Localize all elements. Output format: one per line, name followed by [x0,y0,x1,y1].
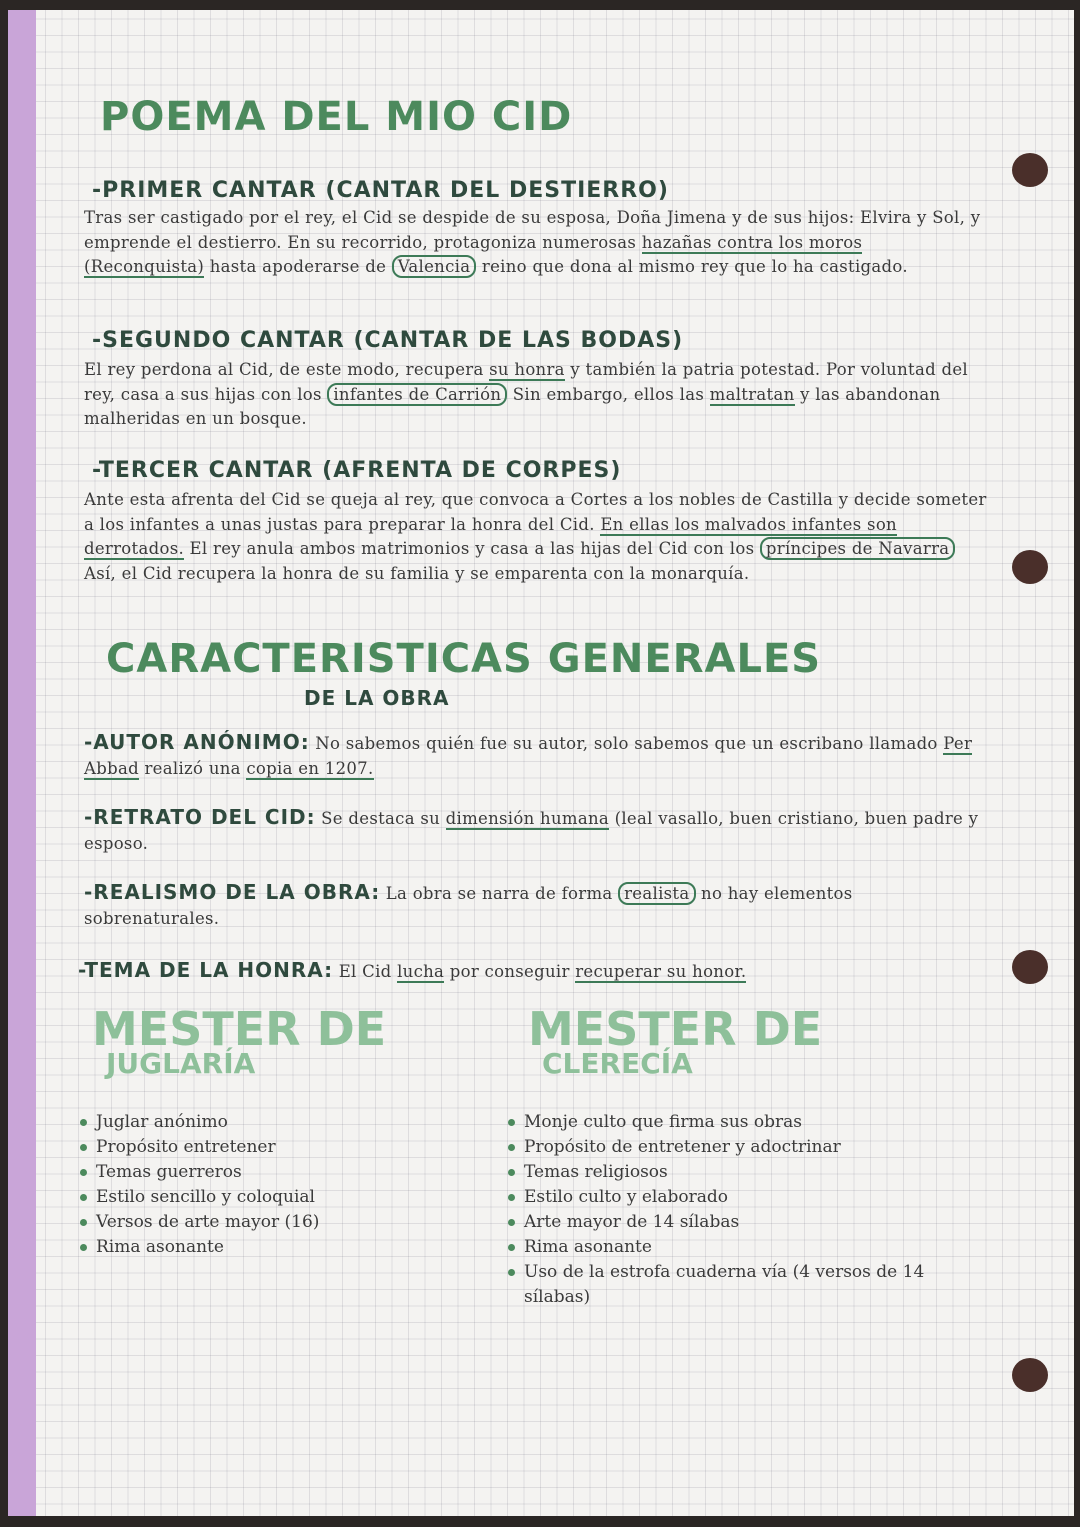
primer-cantar-heading: -PRIMER CANTAR (CANTAR DEL DESTIERRO) [92,178,669,203]
caracteristicas-title: CARACTERISTICAS GENERALES [106,636,822,682]
tema-honra-text: -TEMA DE LA HONRA: El Cid lucha por conseguir recuperar su honor. [78,958,747,982]
segundo-cantar-text: El rey perdona al Cid, de este modo, recupera su honra y también la patria potestad. Por voluntad del rey, casa a sus hijas con los infantes de Carrión Sin embargo, ellos las maltratan y las abandonan malheridas en un bosque. [84,360,968,428]
list-item: Juglar anónimo [80,1110,480,1135]
underline-highlight: En ellas los malvados infantes son derrotados. [84,514,897,558]
underline-highlight: maltratan [709,384,795,404]
list-item: Propósito entretener [80,1135,480,1160]
page-title: POEMA DEL MIO CID [100,94,573,140]
boxed-highlight: realista [618,882,695,905]
binder-hole [1012,550,1048,584]
list-item: Temas religiosos [508,1160,988,1185]
list-item: Estilo culto y elaborado [508,1185,988,1210]
underline-highlight: dimensión humana [445,809,610,828]
realismo-obra-text: -REALISMO DE LA OBRA: La obra se narra de forma realista no hay elementos sobrenaturales. [84,880,853,928]
list-item: Arte mayor de 14 sílabas [508,1210,988,1235]
underline-highlight: lucha [397,962,445,981]
retrato-cid-text: -RETRATO DEL CID: Se destaca su dimensión humana (leal vasallo, buen cristiano, buen padre y esposo. [84,805,979,853]
binder-hole [1012,1358,1048,1392]
realismo-obra-heading: -REALISMO DE LA OBRA: [84,880,381,904]
underline-highlight: Per Abbad [84,734,973,778]
binder-hole [1012,950,1048,984]
retrato-cid-heading: -RETRATO DEL CID: [84,805,316,829]
clerecia-list [508,1110,988,1310]
tema-honra-heading: -TEMA DE LA HONRA: [78,958,334,982]
underline-highlight: su honra [489,360,565,379]
margin-strip [8,10,36,1516]
underline-highlight: copia en 1207. [246,758,374,778]
tercer-cantar-heading: -TERCER CANTAR (AFRENTA DE CORPES) [92,458,622,483]
underline-highlight: recuperar su honor. [575,962,747,981]
notebook-page [8,10,1074,1516]
underline-highlight: hazañas contra los moros (Reconquista) [84,232,863,276]
juglaria-list [80,1110,480,1260]
list-item: Temas guerreros [80,1160,480,1185]
boxed-highlight: Valencia [392,255,477,278]
list-item: Propósito de entretener y adoctrinar [508,1135,988,1160]
mester-clerecia-title: MESTER DE CLERECÍA [528,1002,823,1080]
caracteristicas-subtitle: DE LA OBRA [304,686,450,710]
list-item: Rima asonante [80,1235,480,1260]
list-item: Uso de la estrofa cuaderna vía (4 versos de 14 sílabas) [508,1260,988,1310]
list-item: Versos de arte mayor (16) [80,1210,480,1235]
binder-hole [1012,153,1048,187]
list-item: Monje culto que firma sus obras [508,1110,988,1135]
boxed-highlight: infantes de Carrión [327,383,507,406]
autor-anonimo-text: -AUTOR ANÓNIMO: No sabemos quién fue su autor, solo sabemos que un escribano llamado Per Abbad realizó una copia en 1207. [84,730,973,778]
primer-cantar-text: Tras ser castigado por el rey, el Cid se despide de su esposa, Doña Jimena y de sus hijos: Elvira y Sol, y emprende el destierro. En su recorrido, protagoniza numerosas hazañas contra los moros (Reconquista) hasta apoderarse de Valencia reino que dona al mismo rey que lo ha castigado. [84,208,981,276]
mester-juglaria-title: MESTER DE JUGLARÍA [92,1002,387,1080]
tercer-cantar-text: Ante esta afrenta del Cid se queja al rey, que convoca a Cortes a los nobles de Castilla y decide someter a los infantes a unas justas para preparar la honra del Cid. En ellas los malvados infantes son derrotados. El rey anula ambos matrimonios y casa a las hijas del Cid con los príncipes de Navarra Así, el Cid recupera la honra de su familia y se emparenta con la monarquía. [84,490,987,583]
segundo-cantar-heading: -SEGUNDO CANTAR (CANTAR DE LAS BODAS) [92,328,684,353]
list-item: Estilo sencillo y coloquial [80,1185,480,1210]
list-item: Rima asonante [508,1235,988,1260]
boxed-highlight: príncipes de Navarra [760,537,956,560]
autor-anonimo-heading: -AUTOR ANÓNIMO: [84,730,310,754]
